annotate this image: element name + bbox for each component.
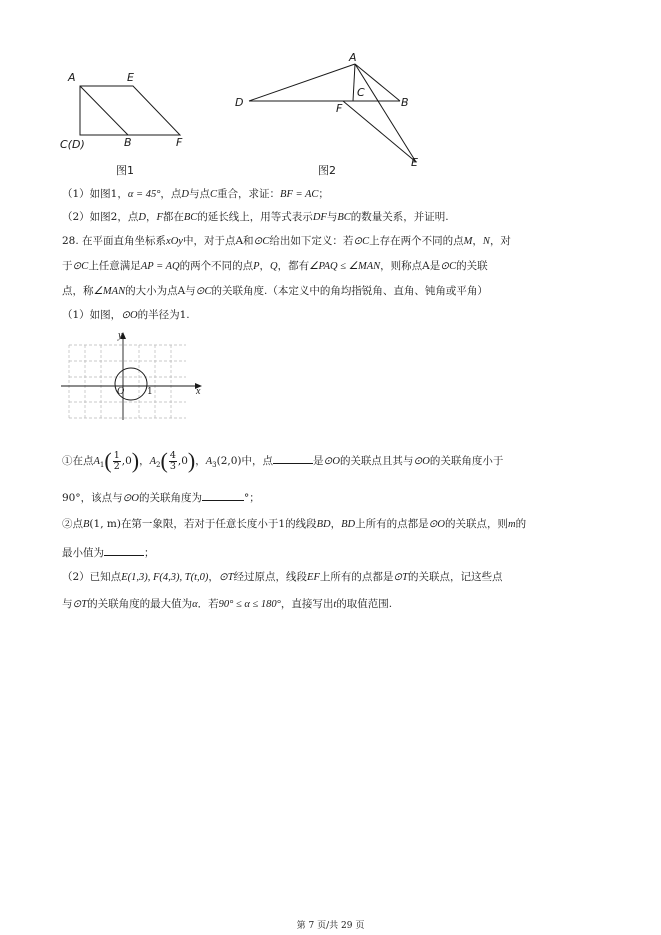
fig2-label-b: B <box>401 96 409 109</box>
q28-line-3: 点，称∠MAN的大小为点A与⊙C的关联角度.（本定义中的角均指锐角、直角、钝角或平角） <box>62 285 488 297</box>
grid-label-1: 1 <box>147 387 153 397</box>
fig1-label-a: A <box>68 71 76 84</box>
figure-2-diagram <box>230 50 430 175</box>
q28-line-5: ①在点$A_1$( $\frac{1}{2}$ ,0)，$A_2$( $\frac{4}{3}$ ,0)，$A_3(2,0)$中，点 是⊙O的关联点且其与⊙O的关联角度小于 <box>62 448 504 473</box>
grid-label-x: x <box>196 386 201 397</box>
figure-2-segment-ac <box>353 64 355 101</box>
q28-line-2: 于⊙C上任意满足AP = AQ的两个不同的点P，Q，都有∠PAQ ≤ ∠MAN，则称点A是⊙C的关联 <box>62 260 488 272</box>
figure-2-caption: 图2 <box>318 164 336 177</box>
answer-blank-3[interactable] <box>104 544 144 556</box>
page-footer: 第 7 页/共 29 页 <box>296 921 365 931</box>
answer-blank-1[interactable] <box>273 452 313 464</box>
coordinate-grid-diagram <box>58 330 208 420</box>
figure-1-segment-ab <box>80 86 128 135</box>
fig2-label-a: A <box>349 51 357 64</box>
figure-1-parallelogram <box>80 86 180 135</box>
fig2-label-d: D <box>235 96 244 109</box>
fig2-label-f: F <box>336 102 343 115</box>
grid-lines <box>69 345 186 418</box>
answer-blank-2[interactable] <box>202 489 244 501</box>
fig1-label-e: E <box>127 71 134 84</box>
q27-part1: （1）如图1，α = 45°，点D与点C重合，求证：BF = AC； <box>62 188 329 200</box>
q28-line-8: 最小值为 ； <box>62 544 155 560</box>
figure-1-caption: 图1 <box>116 164 134 177</box>
fig1-label-cd: C(D) <box>60 138 85 151</box>
grid-label-y: y <box>118 330 123 341</box>
q28-line-1: 28. 在平面直角坐标系xOy中，对于点A和⊙C给出如下定义：若⊙C上存在两个不同的点M，N，对 <box>62 235 511 247</box>
figure-2-segment-ae <box>355 64 416 162</box>
q28-line-4: （1）如图，⊙O的半径为1. <box>62 309 190 321</box>
grid-label-o: O <box>117 386 125 397</box>
q27-part2: （2）如图2，点D，F都在BC的延长线上，用等式表示DF与BC的数量关系，并证明. <box>62 211 449 223</box>
figure-2-segment-da <box>249 64 355 101</box>
q28-line-6: 90°，该点与⊙O的关联角度为 °； <box>62 489 260 506</box>
fraction-1-2: $\frac{1}{2}$ <box>113 449 120 472</box>
q28-line-7: ②点B(1, m)在第一象限，若对于任意长度小于1的线段BD，BD上所有的点都是⊙O的关联点，则m的 <box>62 518 527 530</box>
fig2-label-e: E <box>411 156 418 169</box>
figure-2-segment-fe <box>343 101 416 162</box>
fraction-4-3: $\frac{4}{3}$ <box>169 449 176 472</box>
q28-line-9: （2）已知点E(1,3), F(4,3), T(t,0)，⊙T经过原点，线段EF上所有的点都是⊙T的关联点，记这些点 <box>62 571 503 583</box>
fig1-label-b: B <box>124 136 132 149</box>
q28-line-10: 与⊙T的关联角度的最大值为α．若90° ≤ α ≤ 180°，直接写出t的取值范围. <box>62 598 393 610</box>
fig2-label-c: C <box>357 86 365 99</box>
fig1-label-f: F <box>176 136 183 149</box>
